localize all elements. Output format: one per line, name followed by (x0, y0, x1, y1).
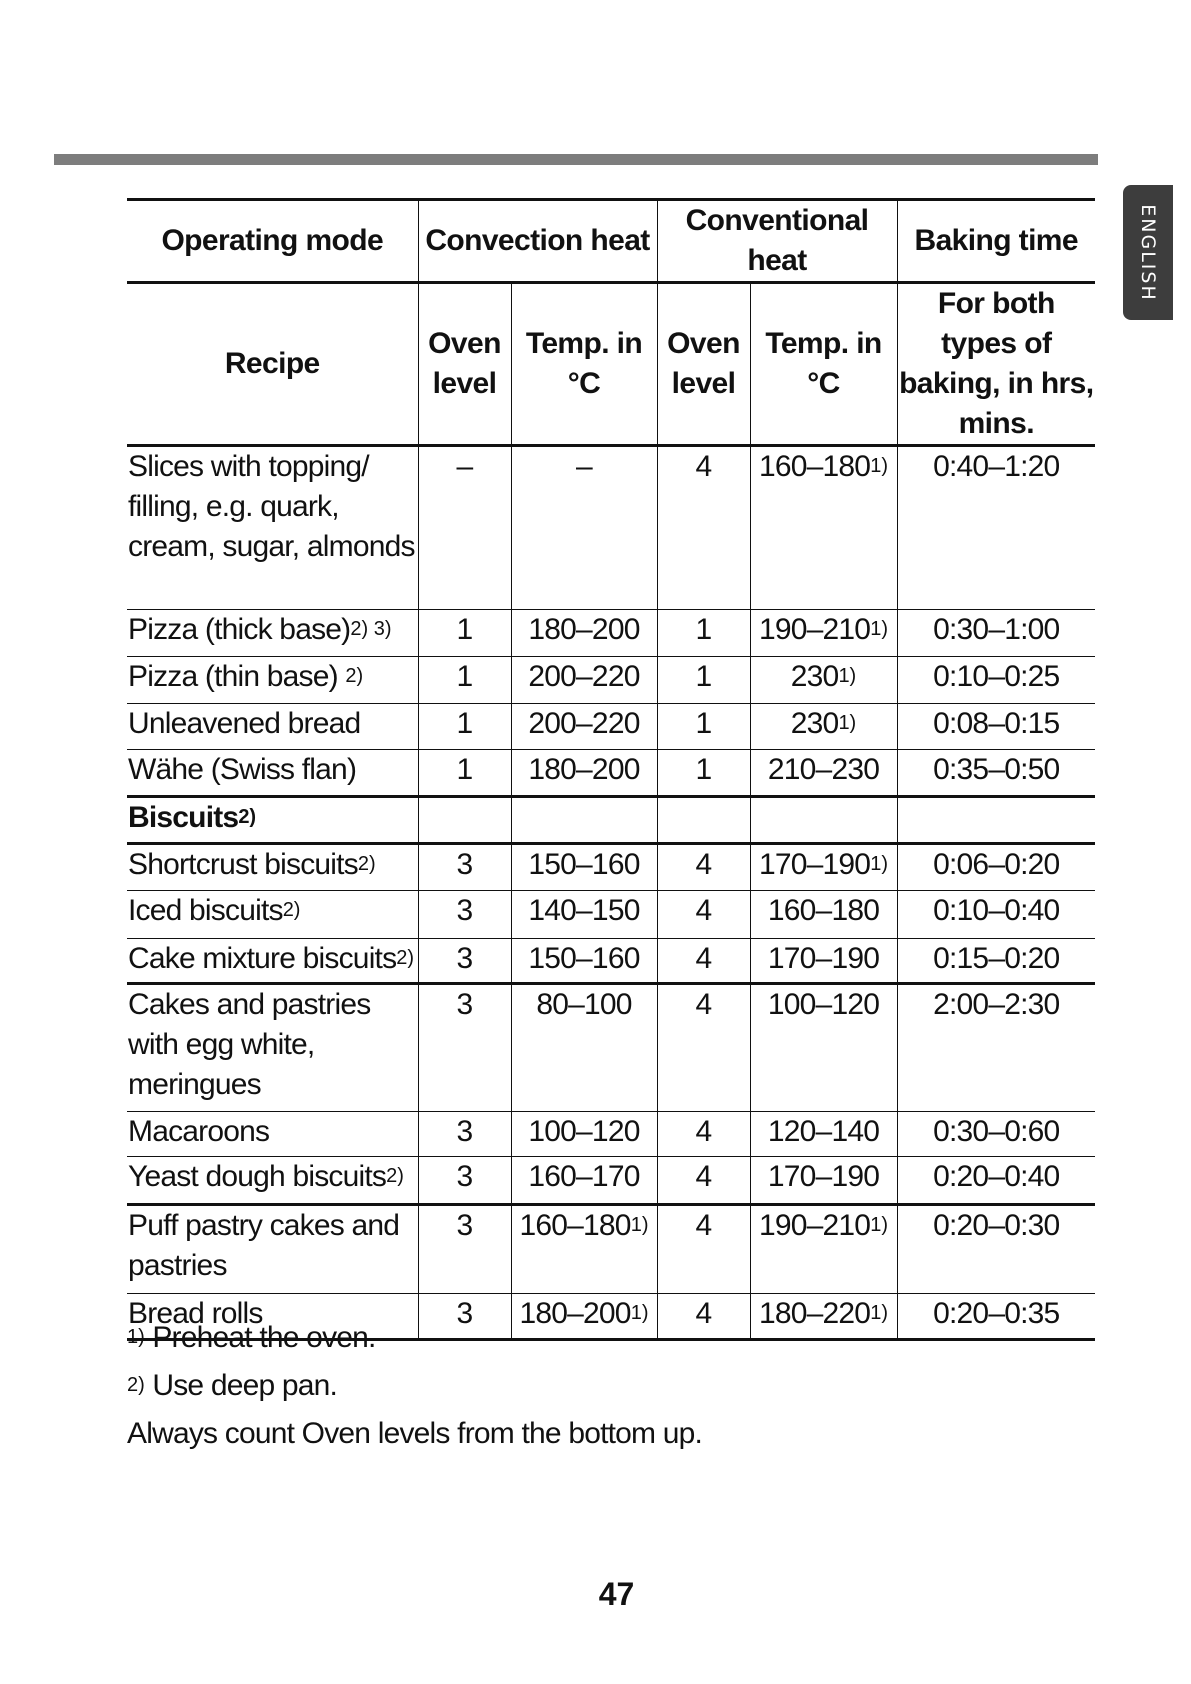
convection-level-cell (418, 704, 511, 750)
convection-level-cell-text: 3 (456, 988, 473, 1021)
footnote-2-text: Use deep pan. (144, 1369, 338, 1402)
convection-level-cell (418, 891, 511, 939)
page-number: 47 (598, 1576, 635, 1612)
convection-temp-cell-text: 80–100 (536, 988, 632, 1021)
conventional-temp-cell (750, 1112, 897, 1157)
conventional-level-cell-text: 1 (695, 613, 712, 646)
conventional-temp-cell (750, 891, 897, 939)
footnote-1-mark: 1) (127, 1326, 145, 1348)
conventional-level-cell (657, 610, 750, 657)
conventional-temp-cell-text: 230 (790, 660, 839, 693)
recipe-cell-text: Cake mixture biscuits (128, 942, 397, 975)
footnote-ref: 2) (396, 947, 415, 969)
conventional-level-cell (657, 704, 750, 750)
conventional-temp-cell (750, 797, 897, 844)
convection-temp-cell-text: 180–200 (528, 753, 640, 786)
conventional-level-cell-text: 1 (695, 753, 712, 786)
convection-level-cell-text: 1 (456, 753, 473, 786)
convection-temp-cell (511, 704, 657, 750)
recipe-cell-text: Shortcrust biscuits (128, 848, 358, 881)
convection-level-cell (418, 750, 511, 797)
baking-time-cell (897, 446, 1095, 610)
convection-level-cell-text: 3 (456, 1209, 473, 1242)
recipe-cell (127, 939, 418, 984)
footnote-ref: 2) (238, 806, 257, 828)
footnote-ref: 1) (630, 1214, 649, 1236)
conventional-temp-cell-text: 120–140 (767, 1115, 880, 1148)
baking-time-cell (897, 984, 1095, 1112)
footnote-2 (127, 1366, 1027, 1414)
footnote-2-mark: 2) (127, 1374, 145, 1396)
convection-temp-cell (511, 1157, 657, 1205)
recipe-header: Recipe (224, 347, 320, 380)
table-row (127, 446, 1095, 610)
table-row (127, 939, 1095, 984)
conventional-temp-cell-text: 230 (790, 707, 839, 740)
convection-level-cell (418, 1112, 511, 1157)
baking-time-cell-text: 0:20–0:30 (933, 1209, 1060, 1242)
convection-temp-cell (511, 610, 657, 657)
table-row (127, 1205, 1095, 1294)
conventional-temp-cell-text: 190–210 (759, 613, 871, 646)
conventional-heat-header: Conventional heat (657, 200, 897, 283)
footnote-ref: 1) (870, 853, 888, 875)
baking-time-cell (897, 610, 1095, 657)
baking-time-cell-text: 0:10–0:25 (933, 660, 1060, 693)
footnote-ref: 1) (838, 665, 857, 687)
table-row (127, 610, 1095, 657)
baking-time-cell (897, 891, 1095, 939)
convection-level-cell (418, 1157, 511, 1205)
table-row (127, 750, 1095, 797)
conventional-temp-cell-text: 160–180 (767, 894, 880, 927)
conventional-temp-cell-text: 100–120 (767, 988, 880, 1021)
recipe-cell-text: Cakes and pastries with egg white, meringues (128, 988, 371, 1101)
convection-temp-cell-text: 100–120 (528, 1115, 640, 1148)
baking-time-cell-text: 0:20–0:35 (933, 1297, 1060, 1330)
recipe-cell (127, 657, 418, 704)
recipe-cell (127, 610, 418, 657)
conventional-level-cell (657, 797, 750, 844)
recipe-cell (127, 984, 418, 1112)
convection-oven-level-header: Oven level (418, 283, 511, 446)
convection-temp-cell-text: 200–220 (528, 707, 640, 740)
conventional-temp-cell-text: 160–180 (759, 450, 871, 483)
footnote-ref: 2) (357, 853, 376, 875)
baking-time-cell-text: 0:40–1:20 (933, 450, 1060, 483)
convection-temp-cell-text: – (576, 450, 592, 483)
baking-time-header: Baking time (897, 200, 1095, 283)
conventional-temp-cell-text: 170–190 (767, 1160, 880, 1193)
recipe-cell (127, 797, 418, 844)
baking-time-cell-text: 0:10–0:40 (933, 894, 1060, 927)
footnote-ref: 1) (630, 1302, 649, 1324)
recipe-cell (127, 750, 418, 797)
footnote-1 (127, 1318, 1027, 1366)
table-row (127, 657, 1095, 704)
baking-time-cell (897, 1112, 1095, 1157)
convection-level-cell-text: – (456, 450, 473, 483)
convection-temp-cell (511, 844, 657, 891)
convection-temp-cell-text: 150–160 (528, 942, 640, 975)
recipe-cell-text: Wähe (Swiss flan) (128, 753, 357, 786)
convection-heat-header: Convection heat (418, 200, 657, 283)
conventional-level-cell (657, 1157, 750, 1205)
baking-time-cell (897, 750, 1095, 797)
footnote-ref: 2) (282, 899, 301, 921)
conventional-level-cell-text: 1 (695, 707, 712, 740)
convection-level-cell (418, 844, 511, 891)
conventional-temp-cell-text: 180–220 (759, 1297, 871, 1330)
convection-level-cell (418, 657, 511, 704)
language-tab (1123, 185, 1173, 320)
baking-time-cell (897, 797, 1095, 844)
conventional-temp-cell (750, 704, 897, 750)
conventional-temp-cell (750, 844, 897, 891)
conventional-temp-cell-text: 190–210 (759, 1209, 871, 1242)
conventional-level-cell-text: 4 (695, 848, 712, 881)
table-body (127, 446, 1095, 1340)
conventional-temp-cell (750, 984, 897, 1112)
recipe-cell-text: Macaroons (128, 1115, 270, 1148)
baking-time-cell (897, 939, 1095, 984)
recipe-cell (127, 704, 418, 750)
footnote-ref: 1) (870, 1302, 888, 1324)
conventional-level-cell-text: 4 (695, 1160, 712, 1193)
convection-level-cell-text: 3 (456, 894, 473, 927)
footnote-ref: 1) (838, 712, 857, 734)
table-row (127, 844, 1095, 891)
recipe-cell-text: Bread rolls (128, 1297, 263, 1330)
oven-level-note: Always count Oven levels from the bottom up. (127, 1417, 703, 1450)
convection-temp-cell-text: 180–200 (519, 1297, 631, 1330)
baking-table (127, 198, 1095, 1341)
conventional-level-cell (657, 1205, 750, 1294)
baking-time-cell (897, 1157, 1095, 1205)
convection-level-cell-text: 1 (456, 660, 473, 693)
recipe-cell (127, 1205, 418, 1294)
conventional-temp-cell-text: 170–190 (767, 942, 880, 975)
recipe-cell-text: Iced biscuits (128, 894, 283, 927)
recipe-cell (127, 446, 418, 610)
convection-level-cell (418, 446, 511, 610)
convection-temp-cell-text: 160–170 (528, 1160, 640, 1193)
conventional-level-cell (657, 844, 750, 891)
conventional-level-cell-text: 4 (695, 988, 712, 1021)
baking-time-note-header: For both types of baking, in hrs, mins. (897, 283, 1095, 446)
baking-time-cell-text: 0:30–1:00 (933, 613, 1060, 646)
operating-mode-header: Operating mode (161, 224, 384, 257)
convection-temp-cell (511, 891, 657, 939)
table-row (127, 1112, 1095, 1157)
conventional-level-cell-text: 4 (695, 942, 712, 975)
table-row (127, 797, 1095, 844)
baking-time-cell-text: 0:30–0:60 (933, 1115, 1060, 1148)
convection-temp-cell (511, 657, 657, 704)
convection-level-cell-text: 1 (456, 613, 473, 646)
conventional-level-cell (657, 1112, 750, 1157)
baking-time-cell-text: 0:15–0:20 (933, 942, 1060, 975)
convection-level-cell (418, 939, 511, 984)
header-row-columns (127, 283, 1095, 446)
conventional-level-cell (657, 891, 750, 939)
convection-temp-cell (511, 1112, 657, 1157)
convection-level-cell (418, 797, 511, 844)
baking-time-cell-text: 2:00–2:30 (933, 988, 1060, 1021)
conventional-oven-level-header: Oven level (657, 283, 750, 446)
baking-time-cell (897, 657, 1095, 704)
convection-temp-header: Temp. in °C (511, 283, 657, 446)
footnote-ref: 2) (345, 665, 364, 687)
table-row (127, 891, 1095, 939)
conventional-temp-cell (750, 750, 897, 797)
recipe-cell (127, 844, 418, 891)
conventional-level-cell (657, 446, 750, 610)
recipe-cell (127, 1157, 418, 1205)
convection-temp-cell-text: 160–180 (519, 1209, 631, 1242)
convection-level-cell-text: 3 (456, 1160, 473, 1193)
conventional-temp-cell (750, 939, 897, 984)
convection-temp-cell (511, 984, 657, 1112)
convection-level-cell (418, 610, 511, 657)
recipe-cell-text: Unleavened bread (128, 707, 361, 740)
recipe-cell (127, 1112, 418, 1157)
conventional-level-cell (657, 657, 750, 704)
convection-level-cell-text: 3 (456, 1297, 473, 1330)
baking-time-cell-text: 0:08–0:15 (933, 707, 1060, 740)
footnotes (127, 1318, 1027, 1462)
conventional-temp-header: Temp. in °C (750, 283, 897, 446)
conventional-level-cell (657, 750, 750, 797)
baking-time-cell (897, 1205, 1095, 1294)
table-row (127, 1157, 1095, 1205)
convection-temp-cell (511, 797, 657, 844)
conventional-temp-cell (750, 1157, 897, 1205)
header-row-modes (127, 200, 1095, 283)
conventional-level-cell (657, 984, 750, 1112)
recipe-cell (127, 891, 418, 939)
recipe-cell-text: Pizza (thin base) (128, 660, 346, 693)
convection-level-cell-text: 3 (456, 942, 473, 975)
language-tab-label: ENGLISH (1137, 203, 1159, 302)
table-row (127, 984, 1095, 1112)
recipe-cell-text: Slices with topping/ filling, e.g. quark, cream, sugar, almonds (128, 450, 415, 563)
convection-level-cell (418, 984, 511, 1112)
conventional-level-cell-text: 4 (695, 1209, 712, 1242)
conventional-level-cell (657, 939, 750, 984)
baking-time-cell-text: 0:20–0:40 (933, 1160, 1060, 1193)
conventional-level-cell-text: 4 (695, 450, 712, 483)
conventional-temp-cell-text: 210–230 (767, 753, 880, 786)
baking-time-cell-text: 0:35–0:50 (933, 753, 1060, 786)
footnote-ref: 1) (870, 1214, 888, 1236)
baking-time-cell-text: 0:06–0:20 (933, 848, 1060, 881)
footnote-ref: 2) (386, 1165, 404, 1187)
convection-level-cell-text: 3 (456, 1115, 473, 1148)
conventional-temp-cell-text: 170–190 (759, 848, 871, 881)
convection-temp-cell (511, 939, 657, 984)
convection-temp-cell (511, 446, 657, 610)
conventional-level-cell-text: 4 (695, 894, 712, 927)
baking-time-cell (897, 704, 1095, 750)
conventional-level-cell-text: 1 (695, 660, 712, 693)
recipe-cell-text: Yeast dough biscuits (128, 1160, 387, 1193)
convection-temp-cell (511, 750, 657, 797)
convection-level-cell-text: 3 (456, 848, 473, 881)
convection-temp-cell-text: 140–150 (528, 894, 640, 927)
conventional-level-cell-text: 4 (695, 1297, 712, 1330)
conventional-temp-cell (750, 1205, 897, 1294)
conventional-temp-cell (750, 610, 897, 657)
recipe-cell-text: Pizza (thick base) (128, 613, 351, 646)
convection-level-cell (418, 1205, 511, 1294)
recipe-cell-text: Puff pastry cakes and pastries (128, 1209, 400, 1282)
table-row (127, 704, 1095, 750)
convection-temp-cell-text: 180–200 (528, 613, 640, 646)
footnote-ref: 2) 3) (350, 618, 392, 640)
convection-temp-cell (511, 1205, 657, 1294)
top-rule (54, 154, 1098, 165)
footnote-ref: 1) (870, 618, 888, 640)
conventional-level-cell-text: 4 (695, 1115, 712, 1148)
recipe-cell-text: Biscuits (128, 801, 239, 834)
baking-time-cell (897, 844, 1095, 891)
convection-level-cell-text: 1 (456, 707, 473, 740)
conventional-temp-cell (750, 446, 897, 610)
conventional-temp-cell (750, 657, 897, 704)
convection-temp-cell-text: 200–220 (528, 660, 640, 693)
footnote-ref: 1) (870, 455, 888, 477)
convection-temp-cell-text: 150–160 (528, 848, 640, 881)
footnote-1-text: Preheat the oven. (144, 1321, 376, 1354)
